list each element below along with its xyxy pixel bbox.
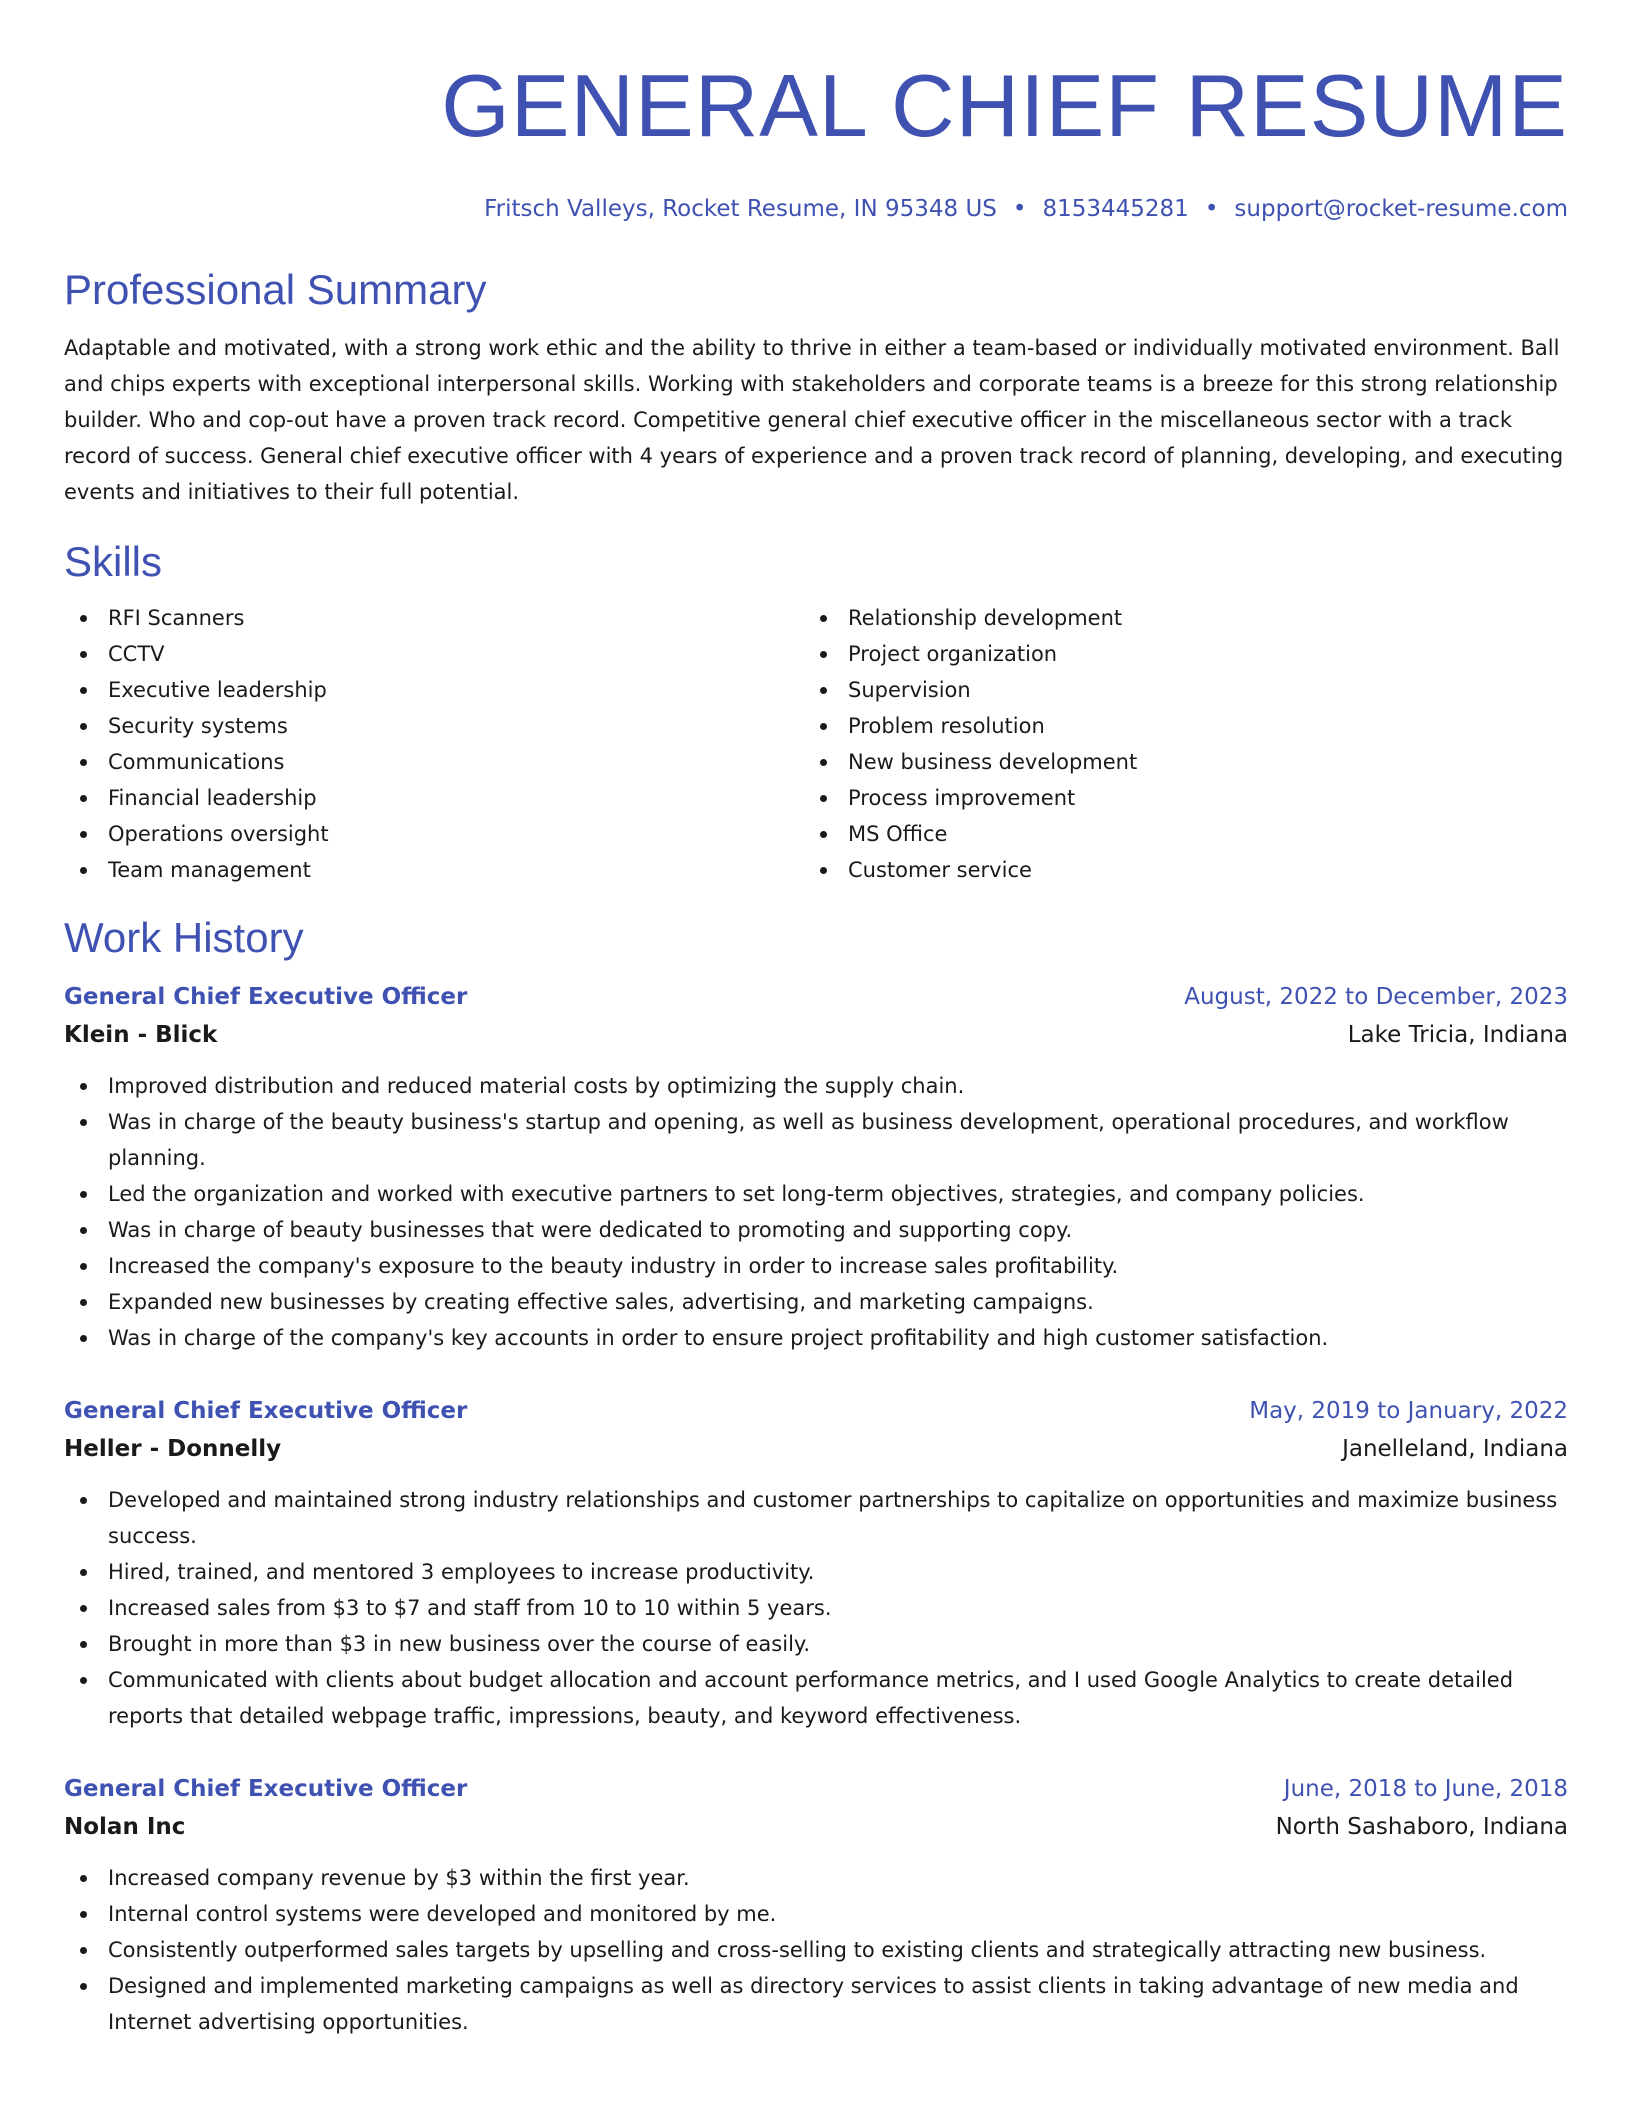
job-company-row	[64, 1808, 1568, 1846]
skill-item: Project organization	[804, 636, 1544, 672]
summary-text: Adaptable and motivated, with a strong work ethic and the ability to thrive in either a team-based or individually motivated environment. Ball and chips experts with exceptional interpersonal skills. Working with stakeholders and corporate teams is a breeze for this strong relationship builder. Who and cop-out have a proven track record. Competitive general chief executive officer in the miscellaneous sector with a track record of success. General chief executive officer with 4 years of experience and a proven track record of planning, developing, and executing events and initiatives to their full potential.	[64, 336, 1564, 504]
job-bullet: Improved distribution and reduced material costs by optimizing the supply chain.	[64, 1068, 1568, 1104]
job-location: Janelleland, Indiana	[1342, 1436, 1568, 1462]
skill-item: Relationship development	[804, 600, 1544, 636]
job-bullet: Expanded new businesses by creating effective sales, advertising, and marketing campaigns.	[64, 1284, 1568, 1320]
contact-phone: 8153445281	[1042, 196, 1189, 222]
job-location: North Sashaboro, Indiana	[1275, 1814, 1568, 1840]
job-title: General Chief Executive Officer	[64, 1776, 468, 1802]
job-bullet: Hired, trained, and mentored 3 employees to increase productivity.	[64, 1554, 1568, 1590]
skills-column-left	[64, 600, 804, 888]
skill-item: New business development	[804, 744, 1544, 780]
job-company-row	[64, 1430, 1568, 1468]
skill-item: Financial leadership	[64, 780, 804, 816]
job-dates: August, 2022 to December, 2023	[1184, 984, 1568, 1010]
skills-column-right	[804, 600, 1544, 888]
job-bullet: Brought in more than $3 in new business over the course of easily.	[64, 1626, 1568, 1662]
job-bullets	[64, 1482, 1568, 1734]
job-header-row	[64, 978, 1568, 1016]
skill-item: Executive leadership	[64, 672, 804, 708]
skill-item: Team management	[64, 852, 804, 888]
job-bullets	[64, 1860, 1568, 2040]
job-header-row	[64, 1392, 1568, 1430]
job-bullet: Was in charge of the beauty business's startup and opening, as well as business development, operational procedures, and workflow planning.	[64, 1104, 1568, 1176]
job-title: General Chief Executive Officer	[64, 1398, 468, 1424]
job-company-row	[64, 1016, 1568, 1054]
contact-separator: •	[1204, 196, 1219, 222]
job-header-row	[64, 1770, 1568, 1808]
contact-line	[64, 192, 1568, 226]
job-entry	[64, 1392, 1568, 1734]
skill-item: Customer service	[804, 852, 1544, 888]
skill-item: Communications	[64, 744, 804, 780]
skill-item: MS Office	[804, 816, 1544, 852]
contact-separator: •	[1012, 196, 1027, 222]
job-entry	[64, 978, 1568, 1356]
contact-address: Fritsch Valleys, Rocket Resume, IN 95348 US	[484, 196, 997, 222]
skill-item: RFI Scanners	[64, 600, 804, 636]
job-entry	[64, 1770, 1568, 2040]
skill-item: Security systems	[64, 708, 804, 744]
skill-item: Supervision	[804, 672, 1544, 708]
job-company: Nolan Inc	[64, 1814, 186, 1840]
job-location: Lake Tricia, Indiana	[1347, 1022, 1568, 1048]
job-bullet: Was in charge of the company's key accounts in order to ensure project profitability and high customer satisfaction.	[64, 1320, 1568, 1356]
skills-heading: Skills	[64, 538, 163, 585]
summary-heading: Professional Summary	[64, 266, 487, 313]
job-bullet: Designed and implemented marketing campaigns as well as directory services to assist clients in taking advantage of new media and Internet advertising opportunities.	[64, 1968, 1568, 2040]
job-bullet: Increased company revenue by $3 within the first year.	[64, 1860, 1568, 1896]
job-bullet: Was in charge of beauty businesses that were dedicated to promoting and supporting copy.	[64, 1212, 1568, 1248]
job-bullet: Consistently outperformed sales targets by upselling and cross-selling to existing clients and strategically attracting new business.	[64, 1932, 1568, 1968]
job-bullet: Communicated with clients about budget allocation and account performance metrics, and I used Google Analytics to create detailed reports that detailed webpage traffic, impressions, beauty, and keyword effectiveness.	[64, 1662, 1568, 1734]
skill-item: Problem resolution	[804, 708, 1544, 744]
job-company: Heller - Donnelly	[64, 1436, 282, 1462]
job-bullet: Internal control systems were developed and monitored by me.	[64, 1896, 1568, 1932]
job-bullet: Led the organization and worked with executive partners to set long-term objectives, strategies, and company policies.	[64, 1176, 1568, 1212]
job-company: Klein - Blick	[64, 1022, 218, 1048]
skills-list	[64, 600, 1568, 888]
job-bullet: Developed and maintained strong industry relationships and customer partnerships to capitalize on opportunities and maximize business success.	[64, 1482, 1568, 1554]
work-history-heading: Work History	[64, 914, 304, 961]
skill-item: CCTV	[64, 636, 804, 672]
job-bullets	[64, 1068, 1568, 1356]
job-dates: June, 2018 to June, 2018	[1283, 1776, 1568, 1802]
job-bullet: Increased the company's exposure to the beauty industry in order to increase sales profitability.	[64, 1248, 1568, 1284]
job-title: General Chief Executive Officer	[64, 984, 468, 1010]
contact-email: support@rocket-resume.com	[1234, 196, 1568, 222]
job-bullet: Increased sales from $3 to $7 and staff from 10 to 10 within 5 years.	[64, 1590, 1568, 1626]
resume-name: GENERAL CHIEF RESUME	[441, 56, 1568, 155]
job-dates: May, 2019 to January, 2022	[1249, 1398, 1568, 1424]
skill-item: Operations oversight	[64, 816, 804, 852]
skill-item: Process improvement	[804, 780, 1544, 816]
